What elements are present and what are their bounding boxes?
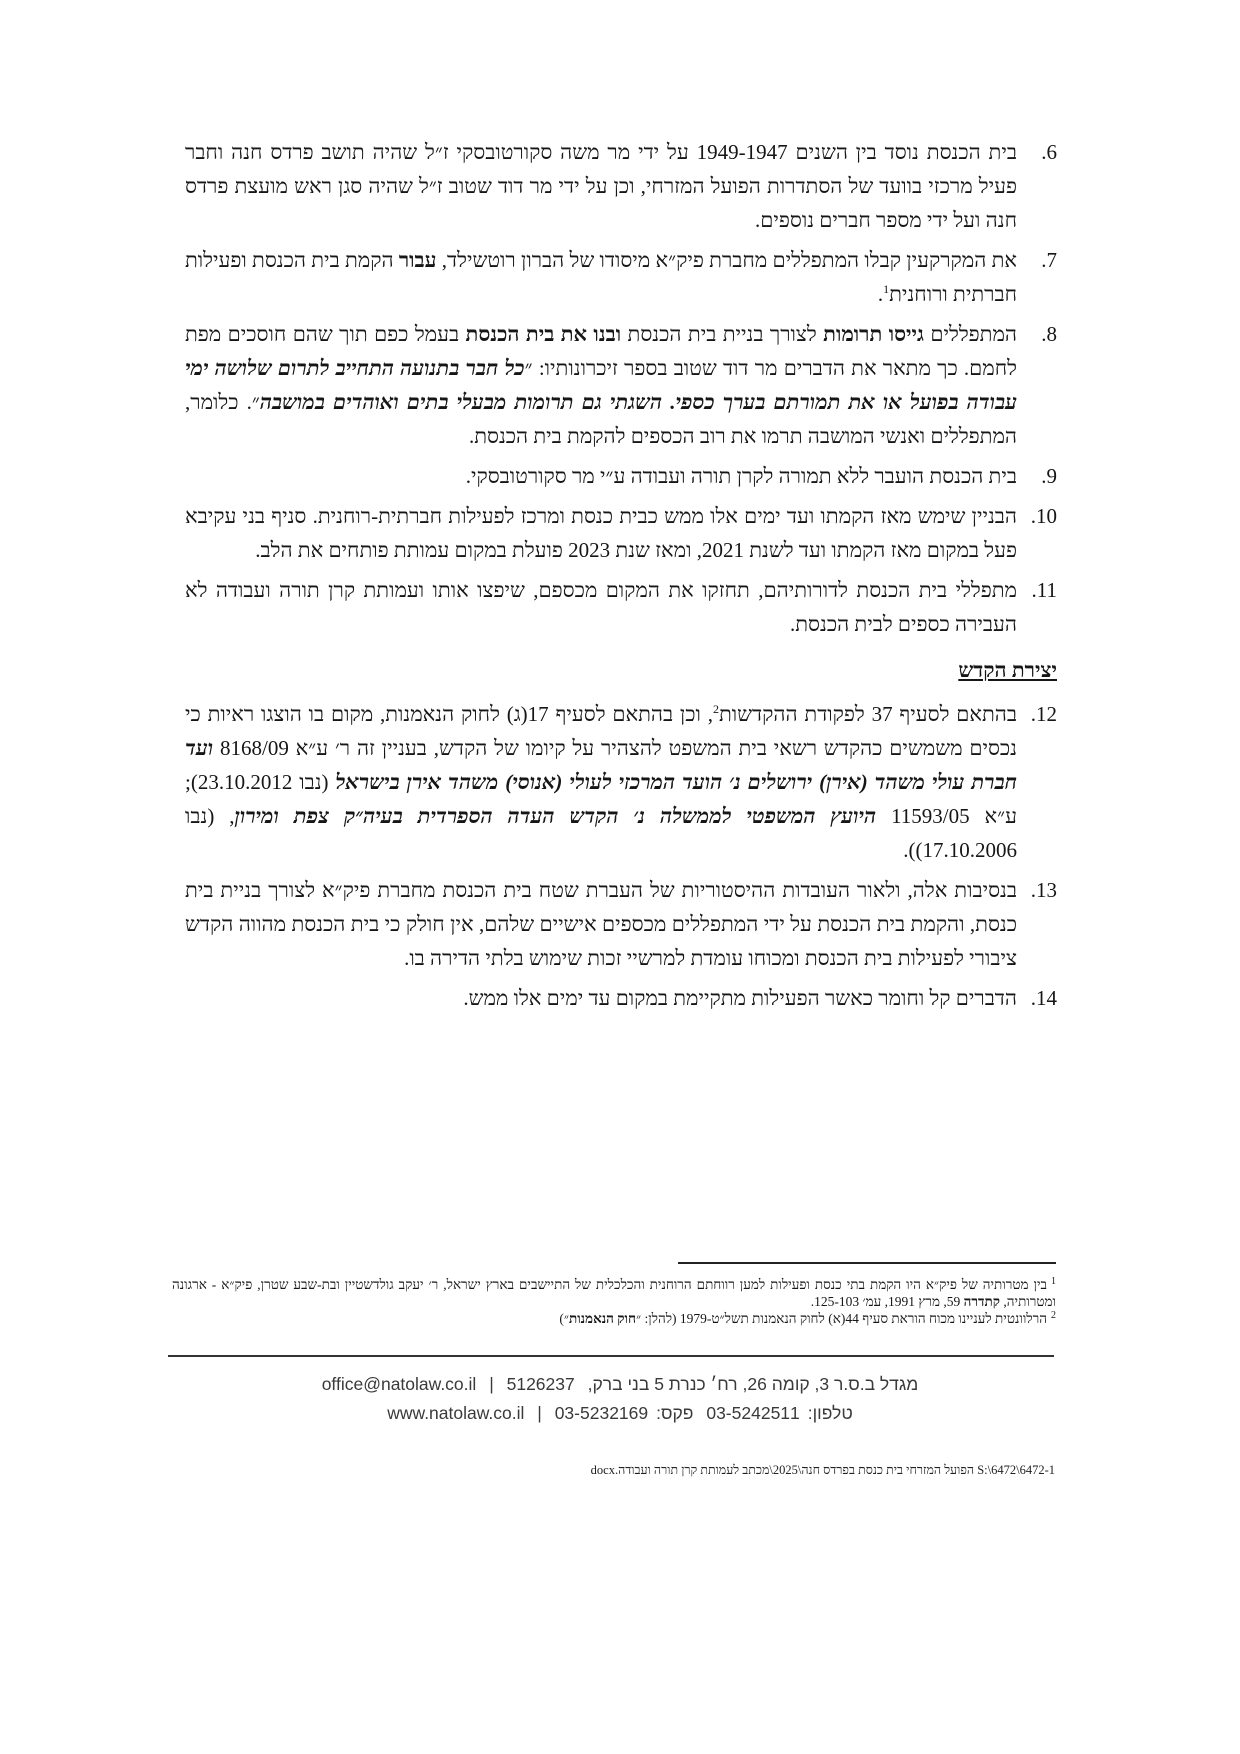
case-citation: היועץ המשפטי לממשלה נ׳ הקדש העדה הספרדית בעיה״ק צפת ומירון xyxy=(234,804,877,828)
case-citation: ועד חברת עולי משהד (אירן) ירושלים נ׳ הועד המרכזי לעולי (אנוסי) משהד אירן בישראל xyxy=(185,736,1017,794)
footnotes xyxy=(172,1262,1056,1327)
text-run: , (נבו 17.10.2006)). xyxy=(185,804,1017,862)
paragraph-9 xyxy=(185,459,1057,493)
phone-number: 03-5242511 xyxy=(706,1403,800,1423)
paragraph-number: 7. xyxy=(1041,248,1057,272)
footnote-reference: 2 xyxy=(713,702,719,716)
footnote-text: 59, מרץ 1991, עמ׳ 125-103. xyxy=(810,1294,964,1309)
text-run: הקמת בית הכנסת ופעילות חברתית ורוחנית xyxy=(185,248,1017,306)
paragraph-text xyxy=(185,317,1017,453)
paragraph-number: 8. xyxy=(1041,322,1057,346)
file-path: S:\6472\6472-1 הפועל המזרחי בית כנסת בפרדס חנה\2025\מכתב לעמותת קרן תורה ועבודה.docx xyxy=(590,1463,1055,1477)
paragraph-text xyxy=(185,697,1017,867)
footnote-1 xyxy=(172,1276,1056,1310)
bold-text-run: עבור xyxy=(398,248,437,272)
text-run: הדברים קל וחומר כאשר הפעילות מתקיימת במקום עד ימים אלו ממש. xyxy=(463,986,1017,1010)
paragraph-11 xyxy=(185,573,1057,641)
footer-contact-line xyxy=(185,1399,1055,1428)
fax-number: 03-5232169 xyxy=(554,1403,649,1423)
footnote-reference: 1 xyxy=(883,282,890,296)
footnote-mark: 2 xyxy=(1051,1309,1056,1321)
footer-separator: | xyxy=(537,1403,542,1423)
quoted-memoir-text: כל חבר בתנועה התחייב לתרום שלושה ימי עבודה בפועל או את תמורתם בערך כספי. השגתי גם תרומות מבעלי בתים ואוהדים במושבה xyxy=(185,356,1017,414)
paragraph-text xyxy=(185,459,1017,493)
paragraph-14 xyxy=(185,981,1057,1015)
footnote-text: ״) xyxy=(559,1311,569,1326)
text-run: בעמל כפם תוך שהם חוסכים מפת לחמם. כך מתאר את הדברים מר דוד שטוב בספר זיכרונותיו: ״ xyxy=(185,322,1017,380)
text-run: את המקרקעין קבלו המתפללים מחברת פיק״א מיסודו של הברון רוטשילד, xyxy=(436,248,1017,272)
footnote-bold-text: חוק הנאמנות xyxy=(568,1311,636,1326)
footnote-text: הרלוונטית לעניינו מכוח הוראת סעיף 44(א) לחוק הנאמנות תשל״ט-1979 (להלן: ״ xyxy=(635,1311,1047,1326)
paragraph-number: 10. xyxy=(1030,504,1057,528)
footnote-bold-text: קתדרה xyxy=(963,1294,1001,1309)
fax-label: פקס: xyxy=(656,1403,694,1423)
text-run: בנסיבות אלה, ולאור העובדות ההיסטוריות של העברת שטח בית הכנסת מחברת פיק״א לצורך בניית בית כנסת, והקמת בית הכנסת על ידי המתפללים מכספים אישיים שלהם, אין חולק כי בית הכנסת מהווה הקדש ציבורי לפעילות בית הכנסת ומכוחו עומדת למרשיי זכות שימוש בלתי הדירה בו. xyxy=(185,878,1017,970)
paragraph-12 xyxy=(185,697,1057,867)
paragraph-text xyxy=(185,873,1017,975)
paragraph-text xyxy=(185,573,1017,641)
text-run: (נבו 23.10.2012); ע״א 11593/05 xyxy=(185,770,1018,828)
text-run: לצורך בניית בית הכנסת xyxy=(621,322,824,346)
paragraph-6 xyxy=(185,135,1057,237)
text-run: המתפללים xyxy=(923,322,1017,346)
text-run: . xyxy=(877,282,884,306)
paragraph-7 xyxy=(185,243,1057,311)
paragraph-number: 6. xyxy=(1041,140,1057,164)
paragraph-number: 14. xyxy=(1030,986,1057,1010)
footer-separator: | xyxy=(489,1374,494,1394)
letterhead-footer xyxy=(185,1370,1055,1428)
footnote-text: בין מטרותיה של פיק״א היו הקמת בתי כנסת ופעילות למען רווחתם הרוחנית והכלכלית של התיישבים בארץ ישראל, ר׳ יעקב גולדשטיין ובת-שבע שטרן, פיק״א - ארגונה ומטרותיה, xyxy=(172,1277,1056,1309)
paragraph-number: 9. xyxy=(1041,464,1057,488)
text-run: בהתאם לסעיף 37 לפקודת ההקדשות xyxy=(719,702,1017,726)
text-run: הבניין שימש מאז הקמתו ועד ימים אלו ממש כבית כנסת ומרכז לפעילות חברתית-רוחנית. סניף בני עקיבא פעל במקום מאז הקמתו ועד לשנת 2021, ומאז שנת 2023 פועלת במקום עמותת פותחים את הלב. xyxy=(185,504,1017,562)
office-address: מגדל ב.ס.ר 3, קומה 26, רח׳ כנרת 5 בני ברק, xyxy=(587,1374,919,1394)
paragraph-13 xyxy=(185,873,1057,975)
paragraph-text xyxy=(185,135,1017,237)
text-run: ״. כלומר, המתפללים ואנשי המושבה תרמו את רוב הכספים להקמת בית הכנסת. xyxy=(185,390,1017,448)
text-run: , וכן בהתאם לסעיף 17(ג) לחוק הנאמנות, מקום בו הוצגו ראיות כי נכסים משמשים כהקדש רשאי בית המשפט להצהיר על קיומו של הקדש, בעניין זה ר׳ ע״א 8168/09 xyxy=(185,702,1018,760)
paragraph-number: 12. xyxy=(1030,702,1057,726)
paragraph-text xyxy=(185,243,1017,311)
text-run: בית הכנסת נוסד בין השנים 1949-1947 על ידי מר משה סקורטובסקי ז״ל שהיה תושב פרדס חנה וחבר פעיל מרכזי בוועד של הסתדרות הפועל המזרחי, וכן על ידי מר דוד שטוב ז״ל שהיה סגן ראש מועצת פרדס חנה ועל ידי מספר חברים נוספים. xyxy=(185,140,1017,232)
phone-label: טלפון: xyxy=(807,1403,853,1423)
postal-code: 5126237 xyxy=(506,1374,575,1394)
text-run: מתפללי בית הכנסת לדורותיהם, תחזקו את המקום מכספם, שיפצו אותו ועמותת קרן תורה ועבודה לא העבירה כספים לבית הכנסת. xyxy=(185,578,1017,636)
office-email: office@natolaw.co.il xyxy=(321,1374,477,1394)
website-url: www.natolaw.co.il xyxy=(387,1403,525,1423)
footnote-mark: 1 xyxy=(1051,1275,1056,1287)
footnote-separator xyxy=(678,1262,1056,1264)
bold-text-run: גייסו תרומות xyxy=(823,322,924,346)
paragraph-text xyxy=(185,981,1017,1015)
footnote-2 xyxy=(172,1310,1056,1327)
text-run: בית הכנסת הועבר ללא תמורה לקרן תורה ועבודה ע״י מר סקורטובסקי. xyxy=(465,464,1017,488)
paragraph-10 xyxy=(185,499,1057,567)
paragraph-number: 11. xyxy=(1031,578,1057,602)
paragraph-text xyxy=(185,499,1017,567)
section-heading: יצירת הקדש xyxy=(958,658,1057,682)
document-body xyxy=(185,135,1057,1021)
bold-text-run: ובנו את בית הכנסת xyxy=(465,322,622,346)
footer-address-line xyxy=(185,1370,1055,1399)
paragraph-number: 13. xyxy=(1030,878,1057,902)
footer-divider xyxy=(168,1355,1054,1357)
paragraph-8 xyxy=(185,317,1057,453)
